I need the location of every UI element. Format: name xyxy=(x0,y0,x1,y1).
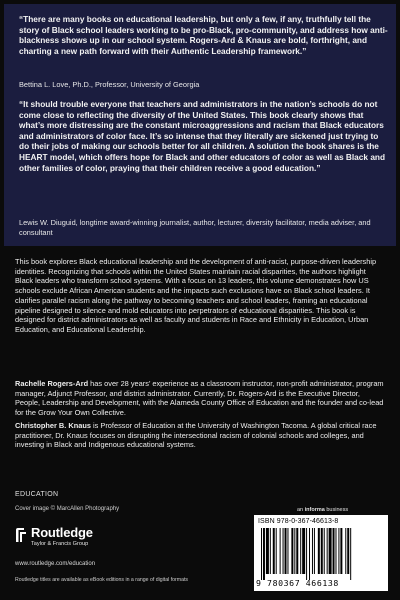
barcode-icon xyxy=(258,528,384,580)
endorsement-attribution: Bettina L. Love, Ph.D., Professor, University of Georgia xyxy=(19,80,200,89)
routledge-logo-icon xyxy=(15,527,27,543)
endorsement-quote: “It should trouble everyone that teachers and administrators in the nation’s schools do not come close to reflecting the diversity of the United States. This book clearly shows that what’s more distressing are the constant microaggressions and racism that Black educators and administrators of color face. It’s so intense that they literally are sickened just trying to do their jobs of making our schools better for all children. A solution the book shares is the HEART model, which offers hope for Black and other educators of color as well as Black and other families of color, praying that their children receive a good education.” xyxy=(19,99,386,173)
informa-business-label: an informa business xyxy=(297,507,349,513)
endorsement-attribution: Lewis W. Diuguid, longtime award-winning journalist, author, lecturer, diversity facilitator, media adviser, and consultant xyxy=(19,218,371,237)
author-bio-text: has over 28 years’ experience as a classroom instructor, non-profit administrator, program manager, Adjunct Professor, and district administrator. Currently, Dr. Rogers-Ard is the Executive Director, People, Leadership and Development, with the Alameda County Office of Education and the founder and co-lead for the Grow Your Own Collective. xyxy=(15,379,384,418)
publisher-subtitle: Taylor & Francis Group xyxy=(31,541,89,547)
endorsements-panel xyxy=(4,4,396,246)
book-description: This book explores Black educational leadership and the development of anti-racist, purpose-driven leadership identities. Recognizing that schools within the United States maintain racial disparities, the authors highlight Black leaders who transform school systems. With a focus on 13 leaders, this volume demonstrates how US schools exclude African American students and the impacts such exclusions have on Black school leaders. It clarifies parallel racism along the pathway to becoming teachers and school leaders, framing an educational pipeline designed to silence and mold educators into perpetrators of educational disparities. This book is designed for district administrators as well as faculty and students in Race and Ethnicity in Education, Urban Education, and Educational Leadership. xyxy=(15,257,377,334)
cover-image-credit: Cover image © MarcAllen Photography xyxy=(15,506,120,512)
publisher-website: www.routledge.com/education xyxy=(15,561,96,567)
subject-category: EDUCATION xyxy=(15,491,59,498)
barcode-digits: 9 780367 466138 xyxy=(256,578,339,588)
isbn-label: ISBN 978-0-367-46613-8 xyxy=(258,518,339,525)
author-name: Rachelle Rogers-Ard xyxy=(15,379,89,388)
author-bio-text: is Professor of Education at the University of Washington Tacoma. A global critical race practitioner, Dr. Knaus focuses on disrupting the intersectional racism of colonial schools and colleges, and investing in Black and Indigenous educational systems. xyxy=(15,421,377,450)
author-bio xyxy=(15,421,385,450)
isbn-barcode-block xyxy=(254,515,388,591)
publisher-name: Routledge xyxy=(31,525,93,540)
ebook-footnote: Routledge titles are available as eBook editions in a range of digital formats xyxy=(15,577,189,583)
author-name: Christopher B. Knaus xyxy=(15,421,91,430)
publisher-logo xyxy=(15,525,135,555)
endorsement-quote: “There are many books on educational leadership, but only a few, if any, truthfully tell the story of Black school leaders working to be pro-Black, pro-community, and address how anti-blackness shows up in our school system. Rogers-Ard & Knaus are bold, forthright, and charting a new path forward with their Authentic Leadership framework.” xyxy=(19,14,388,56)
author-bio xyxy=(15,379,385,418)
